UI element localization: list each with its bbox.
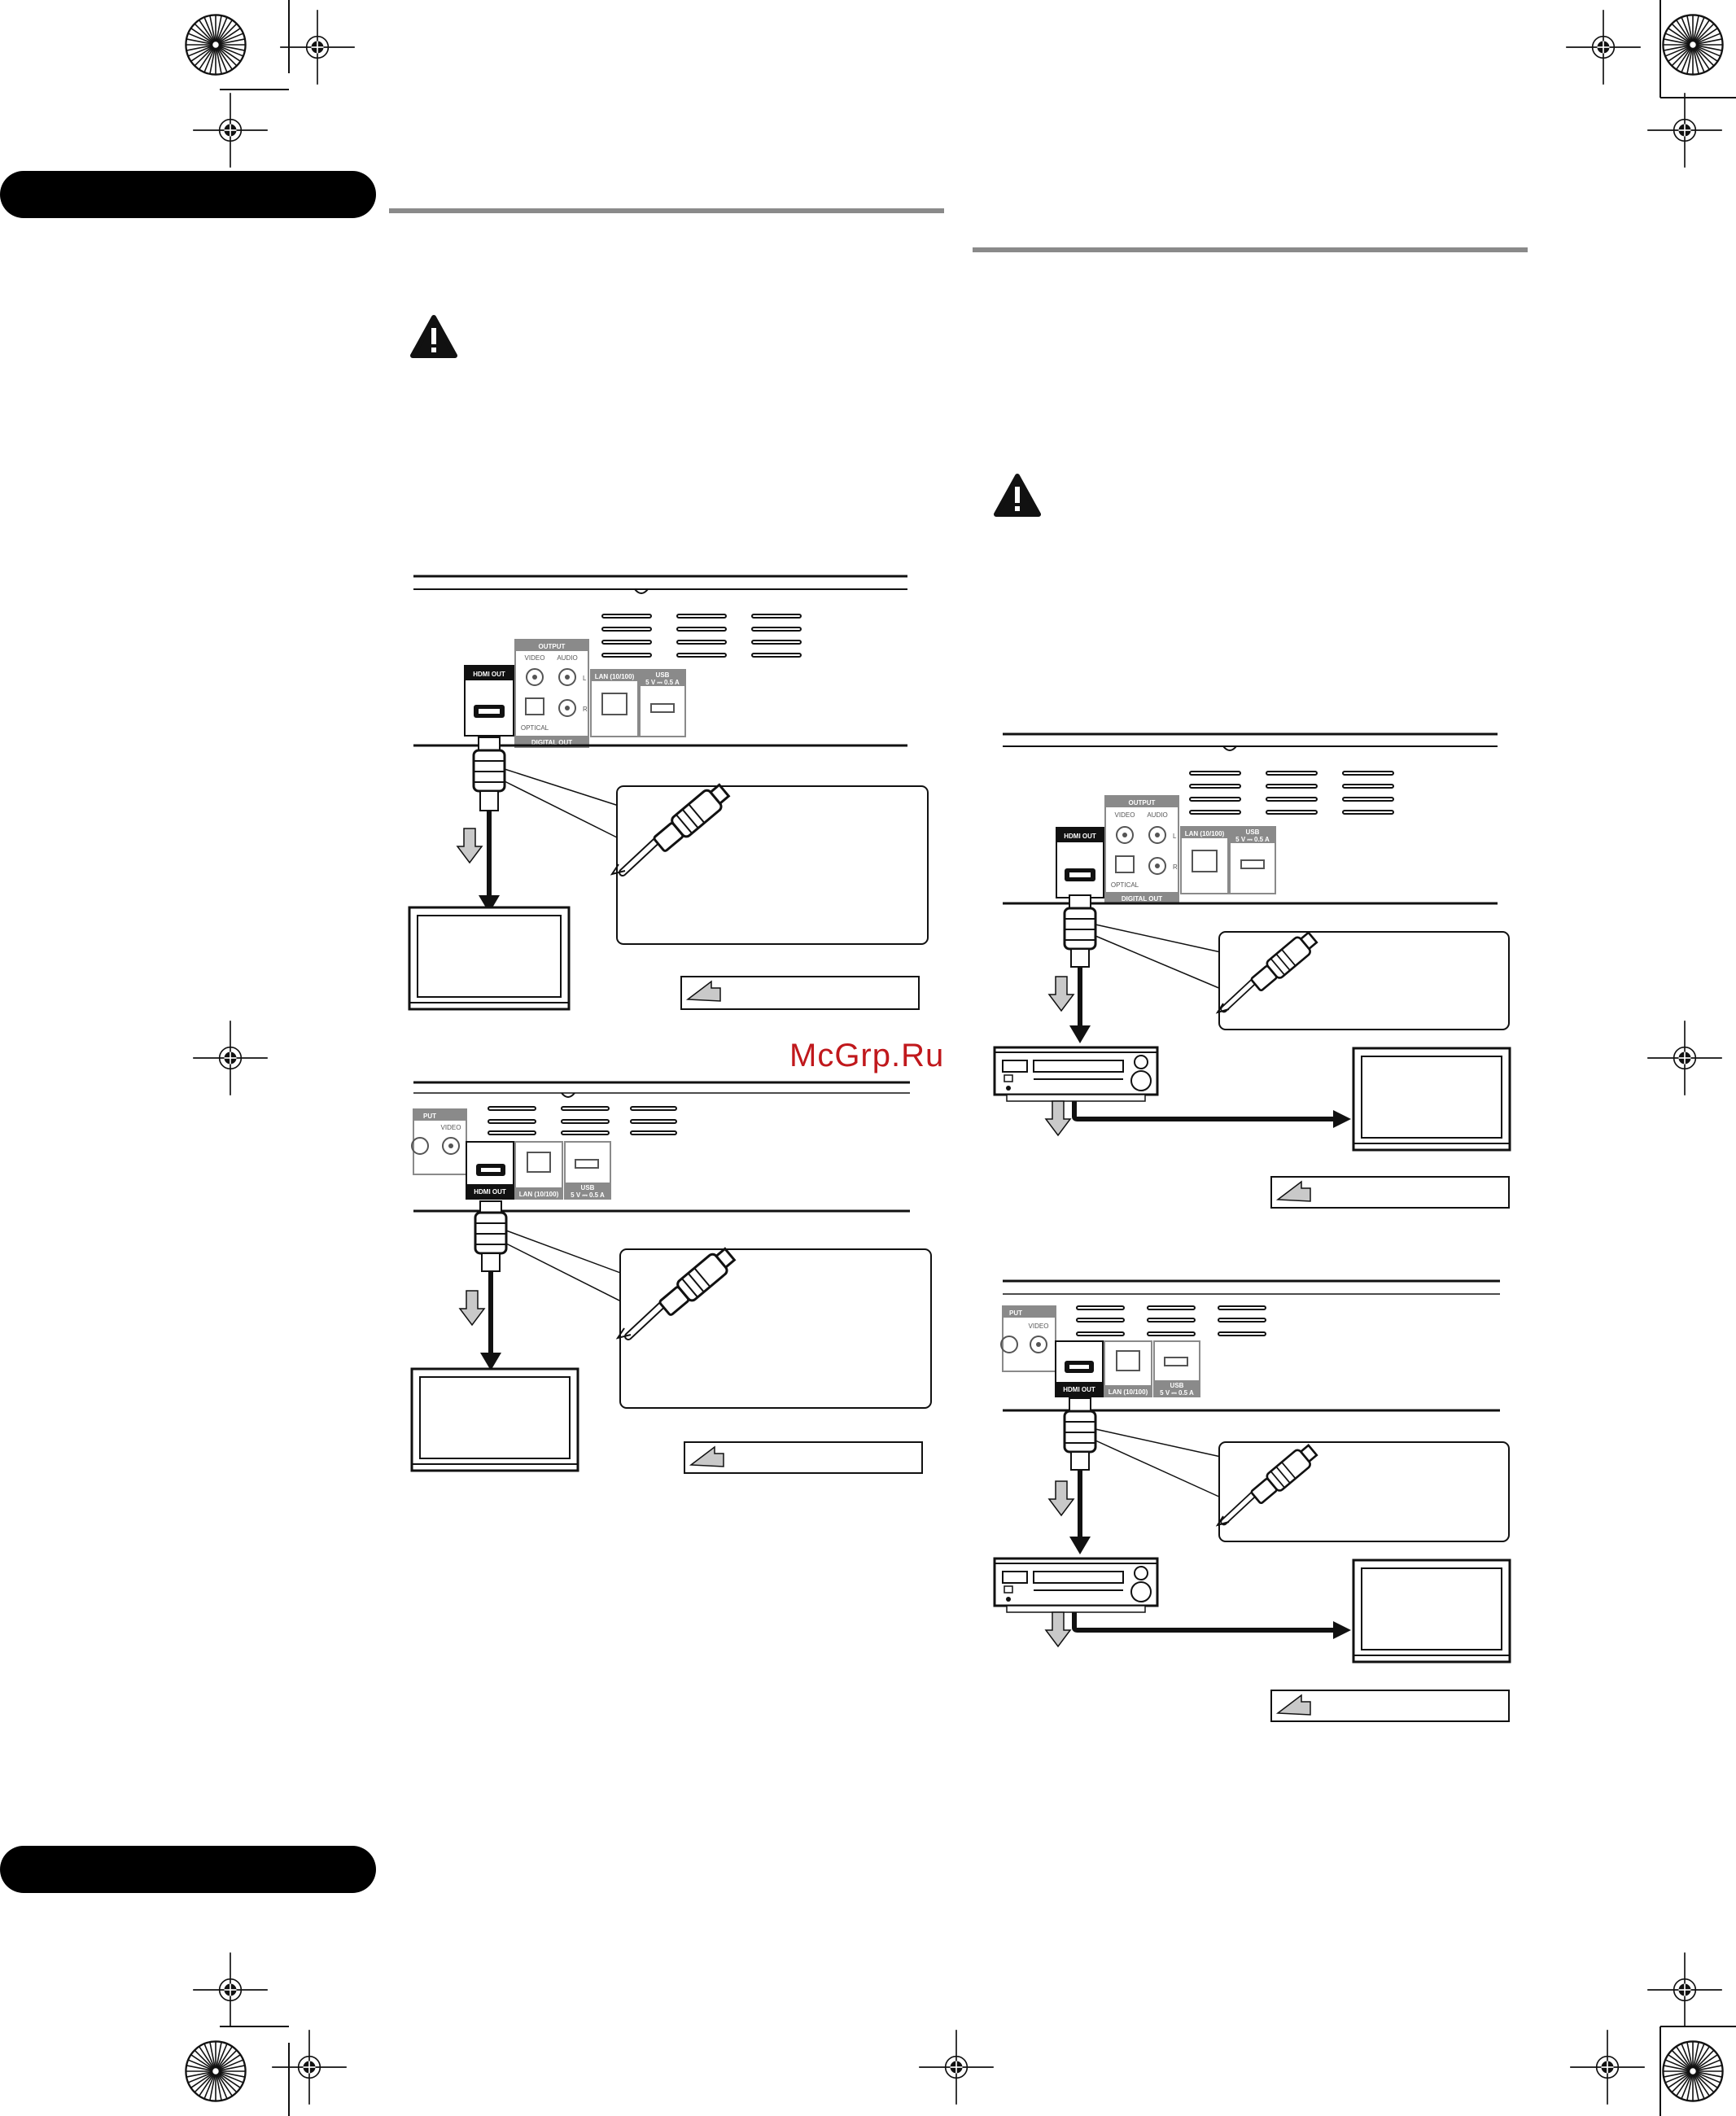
video-partial-label: VIDEO	[1028, 1322, 1049, 1330]
hdmi-out-label: HDMI OUT	[1063, 1386, 1095, 1393]
usb-rating-label: 5 V ⎓ 0.5 A	[1160, 1389, 1194, 1397]
video-label: VIDEO	[1114, 811, 1135, 819]
lan-label: LAN (10/100)	[1108, 1388, 1148, 1396]
digital-out-label: DIGITAL OUT	[531, 739, 573, 746]
section-rule-right	[973, 247, 1528, 252]
digital-out-label: DIGITAL OUT	[1121, 895, 1163, 903]
output-label: OUTPUT	[538, 643, 566, 650]
warning-icon	[996, 476, 1039, 514]
hdmi-out-label: HDMI OUT	[1064, 833, 1096, 840]
usb-rating-label: 5 V ⎓ 0.5 A	[1235, 836, 1270, 843]
usb-label: USB	[655, 671, 670, 679]
registration-mark-icon	[193, 1952, 268, 2027]
registration-mark-icon	[1566, 10, 1641, 85]
audio-label: AUDIO	[1147, 811, 1168, 819]
registration-mark-icon	[1570, 2030, 1645, 2105]
lan-label: LAN (10/100)	[594, 673, 635, 680]
color-target-icon	[186, 2041, 245, 2101]
hdmi-out-label: HDMI OUT	[473, 671, 505, 678]
watermark: McGrp.Ru	[789, 1038, 945, 1073]
diagram-player-receiver-tv-alt	[995, 1281, 1510, 1721]
output-partial-label: PUT	[423, 1113, 436, 1120]
usb-label: USB	[580, 1184, 595, 1191]
output-partial-label: PUT	[1009, 1309, 1022, 1317]
optical-label: OPTICAL	[520, 724, 549, 732]
output-label: OUTPUT	[1128, 799, 1156, 807]
usb-rating-label: 5 V ⎓ 0.5 A	[645, 679, 680, 686]
registration-mark-icon	[1647, 93, 1722, 168]
lan-label: LAN (10/100)	[518, 1191, 559, 1198]
lan-label: LAN (10/100)	[1184, 830, 1225, 837]
registration-mark-icon	[1647, 1021, 1722, 1095]
diagram-player-receiver-tv	[995, 734, 1510, 1208]
header-tab	[0, 171, 376, 218]
registration-mark-icon	[1647, 1952, 1722, 2027]
video-partial-label: VIDEO	[440, 1124, 461, 1131]
usb-label: USB	[1245, 828, 1260, 836]
color-target-icon	[186, 15, 245, 74]
diagram-player-to-tv	[409, 576, 928, 1009]
section-rule-left	[389, 208, 944, 213]
registration-mark-icon	[919, 2030, 994, 2105]
diagram-player-to-tv-alt	[412, 1082, 931, 1473]
registration-mark-icon	[193, 1021, 268, 1095]
audio-r-label: R	[583, 706, 588, 713]
optical-label: OPTICAL	[1110, 881, 1139, 889]
audio-l-label: L	[583, 675, 587, 682]
color-target-icon	[1663, 2041, 1722, 2101]
usb-rating-label: 5 V ⎓ 0.5 A	[571, 1191, 605, 1199]
registration-mark-icon	[272, 2030, 347, 2105]
video-label: VIDEO	[524, 654, 545, 662]
registration-mark-icon	[280, 10, 355, 85]
warning-icon	[413, 317, 455, 356]
footer-tab	[0, 1846, 376, 1893]
audio-r-label: R	[1173, 863, 1178, 871]
hdmi-out-label: HDMI OUT	[474, 1188, 506, 1196]
registration-mark-icon	[193, 93, 268, 168]
audio-label: AUDIO	[557, 654, 578, 662]
usb-label: USB	[1170, 1382, 1184, 1389]
audio-l-label: L	[1173, 833, 1177, 840]
color-target-icon	[1663, 15, 1722, 74]
